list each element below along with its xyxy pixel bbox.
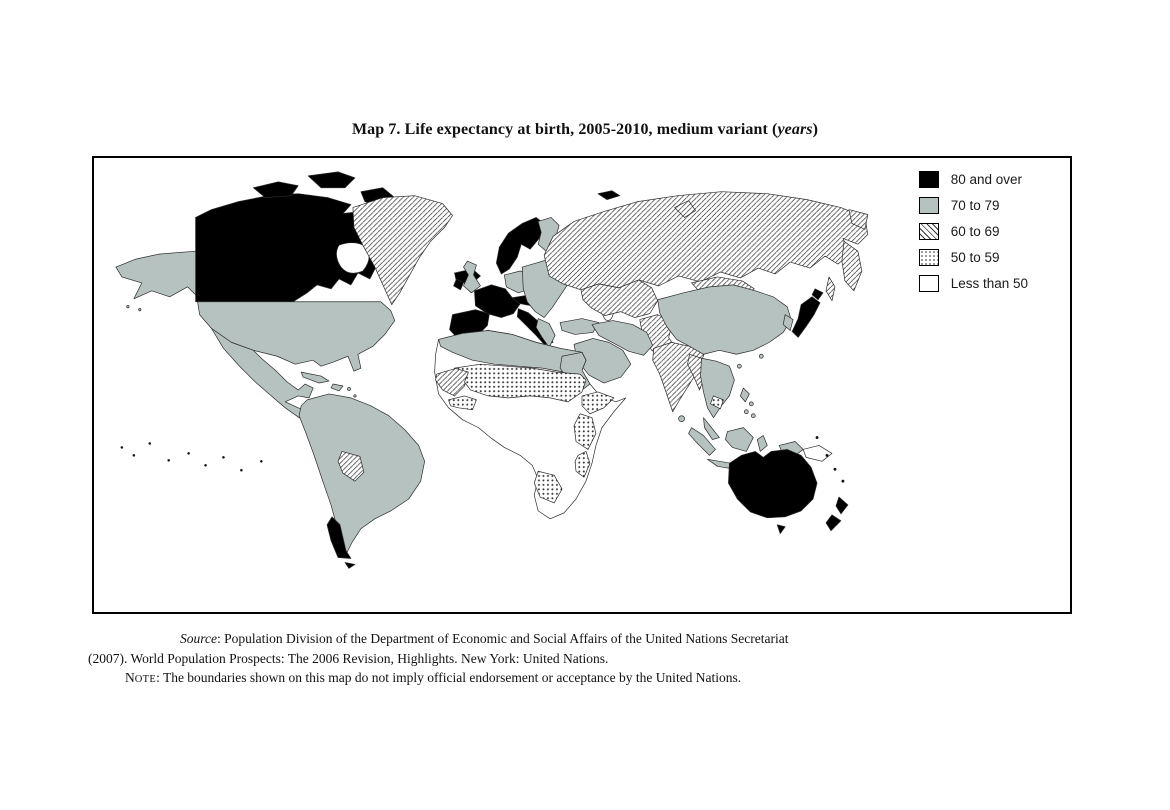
legend-item [919,274,1028,293]
map-title [0,121,1170,139]
source-label: Source [180,631,217,646]
note-initial: N [125,670,135,685]
source-line-2: (2007). World Population Prospects: The 2006 Revision, Highlights. New York: United Nations. [88,650,609,666]
region-philippines [740,388,755,418]
legend-label: 80 and over [950,172,1022,187]
region-png [803,445,832,461]
map-title-prefix: Map 7. Life expectancy at birth, 2005-2010, medium variant ( [351,121,778,138]
legend-swatch-80-and-over [919,171,939,188]
region-sri-lanka [679,416,685,422]
legend-swatch-60-to-69 [919,223,939,240]
legend-item [919,196,1028,215]
source-note [88,629,938,690]
region-japan [792,289,823,338]
legend-label: 70 to 79 [950,198,1000,213]
legend-swatch-50-to-59 [919,249,939,266]
source-text: : Population Division of the Department of Economic and Social Affairs of the United Nations Secretariat [217,631,789,646]
region-new-zealand [826,497,848,531]
map-title-italic-word: years [777,121,813,138]
map-frame [92,156,1072,614]
note-text: : The boundaries shown on this map do not imply official endorsement or acceptance by the United Nations. [156,670,742,685]
region-svalbard [598,191,620,200]
legend-item [919,222,1028,241]
legend-item [919,170,1028,189]
legend [919,170,1028,300]
source-line-1 [88,629,938,649]
region-greenland [353,196,453,305]
note-smallcaps: OTE [134,674,157,685]
region-australia [728,449,817,533]
region-indochina [701,358,735,417]
legend-label: Less than 50 [950,276,1028,291]
note-line [88,668,938,690]
legend-swatch-70-to-79 [919,197,939,214]
legend-label: 60 to 69 [950,224,1000,239]
legend-swatch-less-than-50 [919,275,939,292]
legend-item [919,248,1028,267]
map-title-suffix: ) [812,121,819,138]
legend-label: 50 to 59 [950,250,1000,265]
